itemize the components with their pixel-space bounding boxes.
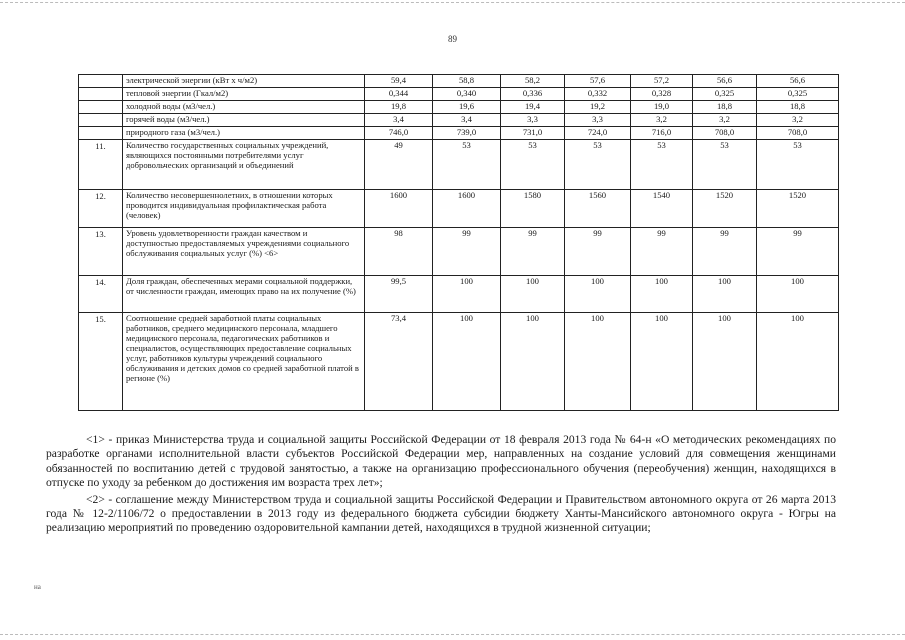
row-value: 99 (433, 228, 501, 276)
row-value: 3,3 (501, 114, 565, 127)
row-value: 1560 (565, 190, 631, 228)
row-value: 58,2 (501, 75, 565, 88)
row-index (79, 75, 123, 88)
row-value: 0,328 (631, 88, 693, 101)
table-row (79, 313, 839, 411)
row-value: 19,6 (433, 101, 501, 114)
row-value: 716,0 (631, 127, 693, 140)
row-value: 100 (565, 276, 631, 313)
footnotes (46, 433, 836, 536)
row-index: 12. (79, 190, 123, 228)
row-value: 53 (501, 140, 565, 190)
row-value: 56,6 (693, 75, 757, 88)
indicators-table (78, 74, 839, 411)
row-value: 99 (631, 228, 693, 276)
row-index (79, 101, 123, 114)
row-value: 100 (631, 313, 693, 411)
row-value: 18,8 (757, 101, 839, 114)
scan-edge-top (0, 2, 905, 3)
row-value: 99 (693, 228, 757, 276)
row-value: 53 (433, 140, 501, 190)
row-value: 100 (757, 276, 839, 313)
table-row (79, 114, 839, 127)
row-label: Количество государственных социальных учреждений, являющихся постоянными потребителями услуг добровольческих организаций и объединений (123, 140, 365, 190)
row-value: 1580 (501, 190, 565, 228)
page-number: 89 (448, 34, 457, 44)
corner-mark: на (34, 583, 41, 591)
row-value: 100 (433, 313, 501, 411)
row-value: 746,0 (365, 127, 433, 140)
row-value: 1600 (365, 190, 433, 228)
row-value: 708,0 (757, 127, 839, 140)
row-value: 19,4 (501, 101, 565, 114)
row-value: 0,332 (565, 88, 631, 101)
row-value: 53 (693, 140, 757, 190)
row-value: 100 (693, 313, 757, 411)
row-value: 19,0 (631, 101, 693, 114)
scan-edge-bottom (0, 634, 905, 635)
row-index (79, 127, 123, 140)
row-label: Соотношение средней заработной платы социальных работников, среднего медицинского персонала, младшего медицинского персонала, педагогических работников и специалистов, осуществляющих предоставление социальных услуг, работников культуры учреждений социального обслуживания и детских домов со средней заработной платой в регионе (%) (123, 313, 365, 411)
row-value: 731,0 (501, 127, 565, 140)
row-value: 724,0 (565, 127, 631, 140)
row-value: 98 (365, 228, 433, 276)
row-value: 1520 (757, 190, 839, 228)
row-value: 3,2 (757, 114, 839, 127)
table-row (79, 75, 839, 88)
table-row (79, 127, 839, 140)
row-value: 58,8 (433, 75, 501, 88)
row-label: Уровень удовлетворенности граждан качеством и доступностью предоставляемых учреждениями социального обслуживания социальных услуг (%) <6> (123, 228, 365, 276)
row-value: 0,340 (433, 88, 501, 101)
row-value: 100 (501, 276, 565, 313)
row-index: 11. (79, 140, 123, 190)
row-value: 18,8 (693, 101, 757, 114)
row-value: 99 (501, 228, 565, 276)
row-value: 100 (631, 276, 693, 313)
row-value: 57,2 (631, 75, 693, 88)
row-value: 57,6 (565, 75, 631, 88)
row-value: 0,325 (757, 88, 839, 101)
row-value: 100 (757, 313, 839, 411)
footnote-2: <2> - соглашение между Министерством труда и социальной защиты Российской Федерации и Правительством автономного округа от 26 марта 2013 года № 12-2/1106/72 о предоставлении в 2013 году из федерального бюджета субсидии бюджету Ханты-Мансийского автономного округа - Югры на реализацию мероприятий по проведению оздоровительной кампании детей, находящихся в трудной жизненной ситуации; (46, 492, 836, 535)
row-value: 100 (433, 276, 501, 313)
row-label: холодной воды (м3/чел.) (123, 101, 365, 114)
row-value: 1540 (631, 190, 693, 228)
table-row (79, 228, 839, 276)
row-value: 3,3 (565, 114, 631, 127)
table-row (79, 190, 839, 228)
row-value: 1520 (693, 190, 757, 228)
row-value: 53 (565, 140, 631, 190)
table-row (79, 140, 839, 190)
row-label: горячей воды (м3/чел.) (123, 114, 365, 127)
table-row (79, 88, 839, 101)
table-row (79, 101, 839, 114)
row-value: 56,6 (757, 75, 839, 88)
row-value: 708,0 (693, 127, 757, 140)
row-label: природного газа (м3/чел.) (123, 127, 365, 140)
row-value: 3,4 (433, 114, 501, 127)
row-value: 99 (757, 228, 839, 276)
row-value: 19,8 (365, 101, 433, 114)
row-index: 13. (79, 228, 123, 276)
row-value: 3,2 (693, 114, 757, 127)
row-value: 0,336 (501, 88, 565, 101)
row-value: 100 (693, 276, 757, 313)
row-label: электрической энергии (кВт х ч/м2) (123, 75, 365, 88)
row-value: 53 (631, 140, 693, 190)
row-index (79, 88, 123, 101)
row-index: 14. (79, 276, 123, 313)
row-value: 99,5 (365, 276, 433, 313)
row-value: 0,325 (693, 88, 757, 101)
row-index: 15. (79, 313, 123, 411)
row-value: 3,2 (631, 114, 693, 127)
row-value: 739,0 (433, 127, 501, 140)
row-value: 73,4 (365, 313, 433, 411)
row-value: 100 (565, 313, 631, 411)
row-value: 59,4 (365, 75, 433, 88)
row-value: 53 (757, 140, 839, 190)
indicators-table-container (78, 74, 838, 411)
row-value: 100 (501, 313, 565, 411)
table-row (79, 276, 839, 313)
row-value: 99 (565, 228, 631, 276)
row-label: Количество несовершеннолетних, в отношении которых проводится индивидуальная профилактическая работа (человек) (123, 190, 365, 228)
row-value: 49 (365, 140, 433, 190)
footnote-1: <1> - приказ Министерства труда и социальной защиты Российской Федерации от 18 февраля 2013 года № 64-н «О методических рекомендациях по разработке органами исполнительной власти субъектов Российской Федерации мер, направленных на создание условий для совмещения женщинами обязанностей по воспитанию детей с трудовой занятостью, а также на организацию профессионального обучения (переобучения) женщин, находящихся в отпуске по уходу за ребенком до достижения им возраста трех лет»; (46, 433, 836, 490)
row-value: 1600 (433, 190, 501, 228)
row-value: 19,2 (565, 101, 631, 114)
row-value: 0,344 (365, 88, 433, 101)
row-value: 3,4 (365, 114, 433, 127)
table-body (79, 75, 839, 411)
row-label: тепловой энергии (Гкал/м2) (123, 88, 365, 101)
row-label: Доля граждан, обеспеченных мерами социальной поддержки, от численности граждан, имеющих право на их получение (%) (123, 276, 365, 313)
row-index (79, 114, 123, 127)
